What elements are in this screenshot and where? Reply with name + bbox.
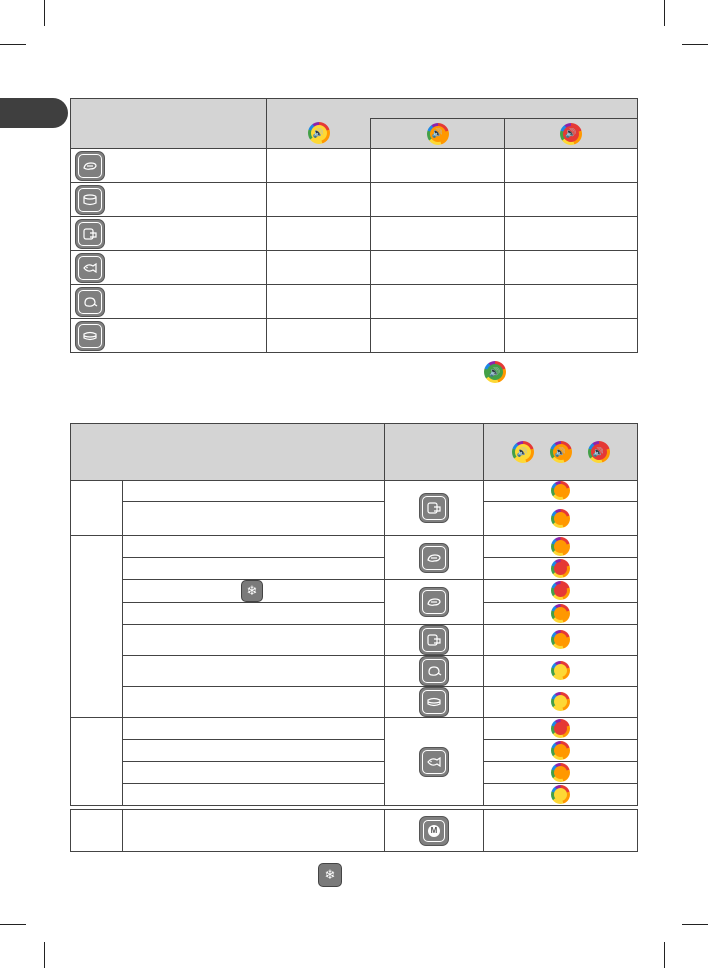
manual-mode-icon: M — [419, 816, 449, 846]
doneness-table — [70, 98, 638, 353]
table2-doneness — [484, 762, 638, 784]
burger-patty-icon — [75, 185, 105, 215]
table2-doneness — [484, 740, 638, 762]
table2-program — [385, 687, 484, 718]
table1-row — [71, 251, 638, 285]
table2-header-program — [385, 424, 484, 481]
table2-doneness — [484, 718, 638, 740]
table1-cell — [371, 319, 505, 353]
fish-icon — [419, 747, 449, 777]
table2-group-name — [71, 718, 123, 806]
crop-mark — [664, 0, 665, 26]
table1-level-header — [371, 119, 505, 149]
table2-row — [71, 718, 638, 740]
table2-row — [71, 481, 638, 502]
table2-doneness — [484, 784, 638, 806]
table2-doneness — [484, 687, 638, 718]
table2-row-label — [123, 762, 385, 784]
table2-row — [71, 784, 638, 806]
meat-slice-icon — [419, 687, 449, 717]
table2-program — [385, 481, 484, 536]
table1-row — [71, 183, 638, 217]
table1-row-label — [71, 183, 267, 217]
doneness-dot-icon — [553, 561, 568, 576]
table2-doneness — [484, 481, 638, 502]
doneness-dot-icon — [553, 483, 568, 498]
poultry-icon — [75, 287, 105, 317]
table2-group-name — [71, 536, 123, 718]
table1-cell — [505, 285, 638, 319]
table2-header-food — [71, 424, 385, 481]
table3-name — [71, 810, 123, 852]
doneness-dot-icon — [553, 539, 568, 554]
table2-row — [71, 558, 638, 580]
table1-cell — [267, 183, 371, 217]
snowflake-icon: ❄ — [241, 580, 263, 602]
doneness-dot-icon — [553, 583, 568, 598]
table2-doneness — [484, 558, 638, 580]
sausage-chop-icon — [75, 219, 105, 249]
table2-row-label — [123, 625, 385, 656]
table1-row — [71, 319, 638, 353]
table1-row-label — [71, 285, 267, 319]
table1-cell — [267, 319, 371, 353]
table2-doneness — [484, 502, 638, 536]
crop-mark — [664, 942, 665, 968]
table2-row-label — [123, 580, 385, 603]
steak-icon — [419, 587, 449, 617]
table2-row-label — [123, 740, 385, 762]
sound-level-green-icon: 🔊 — [484, 361, 506, 383]
sausage-chop-icon — [419, 493, 449, 523]
table1-cell — [371, 217, 505, 251]
table1-row-label — [71, 149, 267, 183]
crop-mark — [44, 942, 45, 968]
table1-header-left — [71, 99, 267, 149]
table3-program — [385, 810, 484, 852]
table1-row — [71, 285, 638, 319]
table1-row-label — [71, 217, 267, 251]
doneness-dot-icon — [553, 721, 568, 736]
table1-header-top — [267, 99, 638, 119]
table1-level-header — [267, 119, 371, 149]
table1-cell — [267, 217, 371, 251]
table1-row-label — [71, 251, 267, 285]
table2-group-name — [71, 481, 123, 536]
table1-cell — [267, 251, 371, 285]
doneness-dot-icon — [553, 765, 568, 780]
table2-row-label — [123, 536, 385, 558]
table1-cell — [267, 149, 371, 183]
table1-level-header — [505, 119, 638, 149]
table2-row-label — [123, 687, 385, 718]
table2-row — [71, 687, 638, 718]
program-table — [70, 423, 638, 806]
sound-level-orange-icon: 🔊 — [427, 123, 449, 145]
table1-cell — [505, 217, 638, 251]
doneness-dot-icon — [553, 511, 568, 526]
doneness-dot-icon — [553, 606, 568, 621]
table2-row-label — [123, 502, 385, 536]
language-tab — [0, 98, 68, 128]
table1-cell — [505, 183, 638, 217]
note1-icon-wrap — [484, 361, 506, 383]
table2-row-label — [123, 656, 385, 687]
table1-cell — [267, 285, 371, 319]
table2-header-levels — [484, 424, 638, 481]
table3-label — [123, 810, 385, 852]
table2-row — [71, 502, 638, 536]
table1-cell — [371, 149, 505, 183]
table1-row-label — [71, 319, 267, 353]
table2-doneness — [484, 603, 638, 625]
crop-mark — [0, 44, 26, 45]
doneness-dot-icon — [553, 663, 568, 678]
table1-cell — [505, 319, 638, 353]
table2-doneness — [484, 625, 638, 656]
table2-row — [71, 762, 638, 784]
table3-value — [484, 810, 638, 852]
footer-note — [318, 863, 342, 887]
table1-cell — [505, 251, 638, 285]
doneness-dot-icon — [553, 787, 568, 802]
table2-program — [385, 580, 484, 625]
table2-row — [71, 603, 638, 625]
table2-row-label — [123, 558, 385, 580]
sausage-chop-icon — [419, 625, 449, 655]
table2-program — [385, 718, 484, 806]
manual-table — [70, 809, 638, 852]
table1-cell — [505, 149, 638, 183]
crop-mark — [44, 0, 45, 26]
table1-cell — [371, 285, 505, 319]
table1-row — [71, 217, 638, 251]
table2-row — [71, 656, 638, 687]
doneness-dot-icon — [553, 632, 568, 647]
steak-icon — [75, 151, 105, 181]
table2-row-label — [123, 603, 385, 625]
table2-doneness — [484, 580, 638, 603]
table2-row — [71, 536, 638, 558]
table2-row — [71, 580, 638, 603]
crop-mark — [682, 924, 708, 925]
doneness-dot-icon — [553, 743, 568, 758]
sound-level-red-icon: 🔊 — [588, 441, 610, 463]
crop-mark — [682, 44, 708, 45]
table2-program — [385, 536, 484, 580]
table2-doneness — [484, 656, 638, 687]
poultry-icon — [419, 656, 449, 686]
steak-icon — [419, 543, 449, 573]
table2-row — [71, 625, 638, 656]
table1-cell — [371, 183, 505, 217]
sound-level-red-icon: 🔊 — [560, 123, 582, 145]
table2-doneness — [484, 536, 638, 558]
table2-row — [71, 740, 638, 762]
crop-mark — [0, 924, 26, 925]
fish-icon — [75, 253, 105, 283]
sound-level-yellow-icon: 🔊 — [308, 122, 330, 144]
table1-row — [71, 149, 638, 183]
table2-row-label — [123, 718, 385, 740]
table2-row-label — [123, 784, 385, 806]
snowflake-icon: ❄ — [318, 863, 342, 887]
table2-program — [385, 656, 484, 687]
doneness-dot-icon — [553, 694, 568, 709]
table2-program — [385, 625, 484, 656]
meat-slice-icon — [75, 321, 105, 351]
sound-level-yellow-icon: 🔊 — [512, 441, 534, 463]
table2-row-label — [123, 481, 385, 502]
sound-level-orange-icon: 🔊 — [550, 441, 572, 463]
table1-cell — [371, 251, 505, 285]
